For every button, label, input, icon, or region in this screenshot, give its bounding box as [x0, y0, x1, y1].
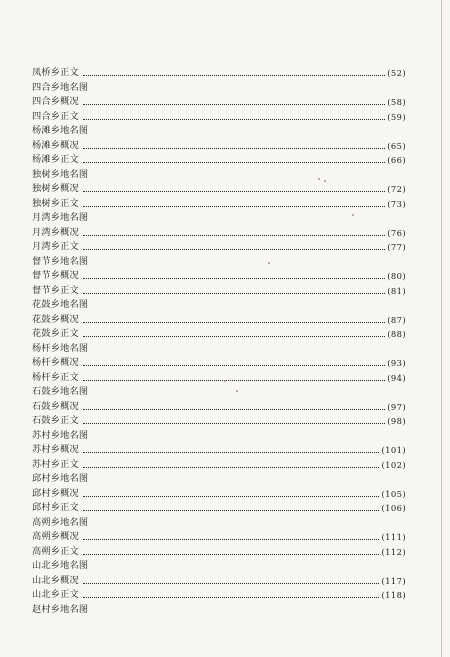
toc-page-number: (65): [387, 140, 406, 151]
dot-leader: [83, 495, 380, 497]
toc-entry: [32, 66, 406, 81]
toc-entry-label: 石鼓乡概况: [32, 400, 79, 412]
toc-entry: [32, 95, 406, 110]
page-edge: [441, 0, 442, 657]
toc-entry-label: 邱村乡地名图: [32, 473, 89, 484]
toc-page-number: (106): [381, 503, 406, 513]
toc-page-number: (88): [387, 329, 406, 339]
toc-entry-label: 四合乡地名图: [32, 81, 89, 93]
toc-entry-label: 苏村乡地名图: [32, 429, 89, 441]
toc-entry-label: 赵村乡地名图: [32, 603, 89, 615]
toc-entry-label: 杨滩乡地名图: [32, 125, 89, 136]
toc-page-number: (111): [381, 532, 406, 542]
toc-page-number: (80): [387, 271, 406, 281]
toc-entry-label: 杨杆乡地名图: [32, 342, 89, 354]
toc-entry: [32, 153, 406, 168]
dot-leader: [83, 118, 385, 120]
dot-leader: [83, 582, 380, 584]
toc-entry-label: 杨杆乡概况: [32, 357, 79, 368]
toc-section-heading: [32, 81, 406, 96]
toc-page-number: (118): [381, 590, 406, 600]
toc-entry-label: 督节乡地名图: [32, 255, 89, 267]
toc-page-number: (52): [387, 68, 406, 78]
toc-entry: [32, 574, 406, 589]
dot-leader: [83, 509, 380, 511]
toc-entry-label: 高朔乡地名图: [32, 516, 89, 528]
toc-entry-label: 杨滩乡正文: [32, 154, 79, 165]
dot-leader: [83, 277, 385, 279]
dot-leader: [83, 190, 385, 192]
toc-entry: [32, 588, 406, 603]
toc-entry: [32, 269, 406, 284]
toc-entry: [32, 327, 406, 342]
dot-leader: [83, 364, 385, 366]
scan-speck: [318, 178, 320, 180]
dot-leader: [83, 379, 385, 381]
toc-page-number: (59): [387, 111, 406, 122]
toc-entry-label: 苏村乡概况: [32, 444, 79, 455]
toc-section-heading: [32, 168, 406, 183]
toc-section-heading: [32, 124, 406, 139]
toc-entry: [32, 545, 406, 560]
toc-section-heading: [32, 429, 406, 444]
toc-page-number: (77): [387, 242, 406, 252]
scan-speck: [352, 214, 354, 216]
toc-entry-label: 督节乡概况: [32, 270, 79, 281]
toc-entry-label: 苏村乡正文: [32, 458, 79, 470]
toc-entry-label: 山北乡概况: [32, 574, 79, 586]
toc-section-heading: [32, 255, 406, 270]
toc-page-number: (117): [381, 575, 406, 586]
toc-page-number: (73): [387, 198, 406, 209]
scan-speck: [224, 380, 226, 382]
dot-leader: [83, 451, 380, 453]
toc-entry: [32, 139, 406, 154]
toc-entry-label: 杨杆乡正文: [32, 371, 79, 383]
toc-entry: [32, 400, 406, 415]
toc-entry: [32, 501, 406, 516]
toc-page-number: (98): [387, 416, 406, 426]
toc-entry: [32, 414, 406, 429]
toc-section-heading: [32, 298, 406, 313]
toc-entry: [32, 371, 406, 386]
toc-section-heading: [32, 516, 406, 531]
toc-entry-label: 邱村乡概况: [32, 487, 79, 499]
toc-entry: [32, 458, 406, 473]
toc-page-number: (105): [381, 488, 406, 499]
dot-leader: [83, 248, 385, 250]
dot-leader: [83, 596, 380, 598]
toc-page-number: (66): [387, 155, 406, 165]
table-of-contents: [32, 66, 406, 617]
toc-entry: [32, 110, 406, 125]
toc-section-heading: [32, 342, 406, 357]
toc-entry-label: 山北乡正文: [32, 589, 79, 600]
toc-entry-label: 月湾乡概况: [32, 226, 79, 238]
toc-page-number: (93): [387, 358, 406, 368]
scan-speck: [268, 262, 270, 264]
toc-entry: [32, 284, 406, 299]
dot-leader: [83, 74, 385, 76]
toc-entry-label: 独树乡地名图: [32, 168, 89, 180]
dot-leader: [83, 408, 385, 410]
toc-page-number: (72): [387, 184, 406, 194]
dot-leader: [83, 147, 385, 149]
dot-leader: [83, 292, 385, 294]
toc-page-number: (102): [381, 459, 406, 470]
dot-leader: [83, 234, 385, 236]
toc-entry: [32, 356, 406, 371]
toc-entry: [32, 240, 406, 255]
toc-page-number: (94): [387, 372, 406, 383]
dot-leader: [83, 538, 380, 540]
toc-entry: [32, 530, 406, 545]
dot-leader: [83, 553, 380, 555]
scan-speck: [236, 390, 238, 392]
toc-section-heading: [32, 603, 406, 618]
toc-page-number: (101): [381, 445, 406, 455]
dot-leader: [83, 321, 385, 323]
toc-entry: [32, 443, 406, 458]
toc-entry-label: 独树乡正文: [32, 197, 79, 209]
dot-leader: [83, 205, 385, 207]
toc-entry-label: 独树乡概况: [32, 183, 79, 194]
dot-leader: [83, 335, 385, 337]
toc-entry-label: 石鼓乡正文: [32, 415, 79, 426]
toc-entry: [32, 313, 406, 328]
toc-entry-label: 石鼓乡地名图: [32, 386, 89, 397]
toc-entry: [32, 182, 406, 197]
toc-page-number: (112): [381, 546, 406, 557]
toc-page-number: (76): [387, 227, 406, 238]
toc-entry-label: 凤桥乡正文: [32, 67, 79, 78]
toc-section-heading: [32, 472, 406, 487]
toc-entry: [32, 487, 406, 502]
toc-entry-label: 山北乡地名图: [32, 560, 89, 571]
toc-section-heading: [32, 211, 406, 226]
toc-page-number: (81): [387, 285, 406, 296]
toc-entry-label: 督节乡正文: [32, 284, 79, 296]
toc-section-heading: [32, 385, 406, 400]
toc-page-number: (58): [387, 97, 406, 107]
dot-leader: [83, 103, 385, 105]
dot-leader: [83, 466, 380, 468]
toc-entry-label: 月湾乡地名图: [32, 212, 89, 223]
toc-entry-label: 花鼓乡概况: [32, 313, 79, 325]
toc-entry-label: 杨滩乡概况: [32, 139, 79, 151]
toc-section-heading: [32, 559, 406, 574]
dot-leader: [83, 422, 385, 424]
toc-page-number: (97): [387, 401, 406, 412]
toc-entry-label: 高朔乡正文: [32, 545, 79, 557]
toc-entry-label: 邱村乡正文: [32, 502, 79, 513]
toc-entry-label: 月湾乡正文: [32, 241, 79, 252]
toc-entry-label: 花鼓乡正文: [32, 328, 79, 339]
toc-entry-label: 四合乡概况: [32, 96, 79, 107]
scan-speck: [324, 180, 326, 182]
dot-leader: [83, 161, 385, 163]
toc-entry: [32, 197, 406, 212]
toc-entry: [32, 226, 406, 241]
toc-entry-label: 高朔乡概况: [32, 531, 79, 542]
toc-entry-label: 四合乡正文: [32, 110, 79, 122]
toc-page-number: (87): [387, 314, 406, 325]
toc-entry-label: 花鼓乡地名图: [32, 299, 89, 310]
